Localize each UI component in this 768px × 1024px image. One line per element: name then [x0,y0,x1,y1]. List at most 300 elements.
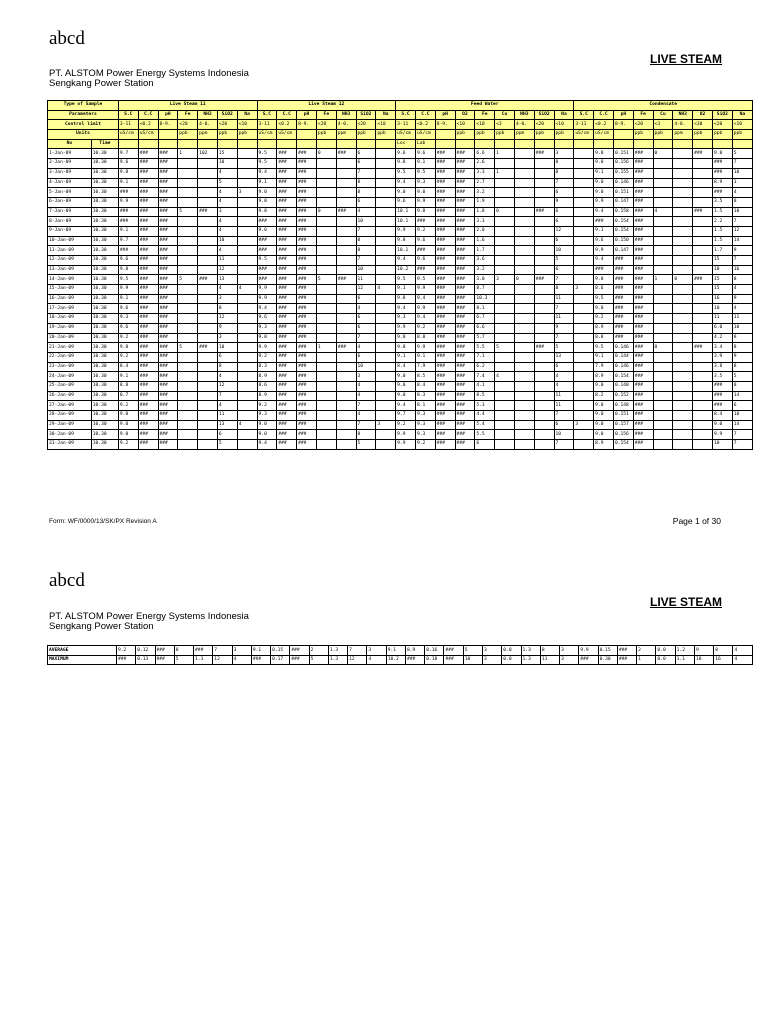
value-cell: ### [198,343,218,353]
value-cell: 8 [356,246,376,256]
value-cell: ### [455,323,475,333]
value-cell: 10.1 [396,207,416,217]
value-cell: 15 [712,285,732,295]
value-cell: ### [277,197,297,207]
value-cell: 8.4 [118,362,138,372]
value-cell: ### [297,323,317,333]
time-cell: 10.30 [91,411,118,421]
table-row [48,372,753,382]
summary-value: 0.15 [271,646,290,656]
value-cell: 9.5 [257,256,277,266]
unit-cell: uS/cm [415,130,435,140]
summary-row [48,646,753,656]
value-cell: ### [158,285,178,295]
value-cell [673,168,693,178]
summary-value: 7 [213,646,232,656]
value-cell: ### [297,333,317,343]
value-cell [534,430,554,440]
value-cell [673,362,693,372]
summary-value: ### [290,655,309,665]
value-cell: 8.5 [415,372,435,382]
value-cell: 4 [495,372,515,382]
value-cell: 3 [217,333,237,343]
value-cell: ### [297,314,317,324]
summary-value: 0.17 [271,655,290,665]
value-cell: 0 [316,149,336,159]
blank-header-cell [554,139,574,149]
value-cell [673,411,693,421]
summary-value: ### [617,646,636,656]
value-cell: ### [257,217,277,227]
unit-cell: ppb [693,130,713,140]
value-cell [198,362,218,372]
value-cell [514,430,534,440]
value-cell: 5.4 [475,420,495,430]
value-cell: ### [455,188,475,198]
value-cell [574,256,594,266]
value-cell: ### [277,294,297,304]
value-cell: 0.156 [613,430,633,440]
summary-value: 1.1 [675,655,694,665]
value-cell: ### [277,236,297,246]
value-cell: ### [138,323,158,333]
time-cell: 10.30 [91,285,118,295]
unit-cell: ppb [376,130,396,140]
value-cell: 9.4 [257,168,277,178]
value-cell [178,381,198,391]
control-limit-cell: 4-0. [198,120,218,130]
value-cell: ### [633,256,653,266]
value-cell: ### [633,178,653,188]
table-row [48,188,753,198]
value-cell: ### [138,159,158,169]
date-cell: 24-Jan-09 [48,372,92,382]
value-cell [574,401,594,411]
blank-header-cell [435,139,455,149]
value-cell: 9.1 [594,352,614,362]
value-cell: 10 [554,430,574,440]
value-cell: 11 [356,275,376,285]
value-cell [534,265,554,275]
value-cell: 4 [237,420,257,430]
value-cell: 8.6 [257,381,277,391]
value-cell: ### [633,226,653,236]
summary-value: 0.18 [425,655,444,665]
summary-value: 1.2 [675,646,694,656]
parameter-header: Cu [653,110,673,120]
value-cell: 9.5 [257,159,277,169]
value-cell: 7 [356,168,376,178]
value-cell: 9.2 [257,352,277,362]
summary-label: AVERAGE [48,646,117,656]
value-cell [336,226,356,236]
value-cell: ### [613,275,633,285]
value-cell: ### [277,401,297,411]
blank-header-cell [297,139,317,149]
value-cell [693,362,713,372]
time-cell: 10.30 [91,343,118,353]
value-cell: 5.7 [475,333,495,343]
value-cell: 15 [217,149,237,159]
value-cell: 10 [217,343,237,353]
value-cell: 9.0 [396,188,416,198]
value-cell: 4 [217,197,237,207]
value-cell [316,372,336,382]
blank-header-cell [316,139,336,149]
summary-value: 4 [733,655,753,665]
value-cell: 11 [554,314,574,324]
blank-header-cell [178,139,198,149]
value-cell [237,381,257,391]
value-cell: ### [277,352,297,362]
value-cell [237,226,257,236]
value-cell [514,178,534,188]
value-cell: ### [277,246,297,256]
value-cell: ### [613,304,633,314]
value-cell [376,246,396,256]
value-cell: ### [158,226,178,236]
date-cell: 4-Jan-09 [48,178,92,188]
value-cell: ### [633,217,653,227]
value-cell [198,420,218,430]
value-cell [673,256,693,266]
value-cell [673,314,693,324]
value-cell: 13 [217,420,237,430]
summary-value: 3 [483,655,502,665]
value-cell [653,188,673,198]
value-cell: 0 [673,275,693,285]
date-cell: 17-Jan-09 [48,304,92,314]
value-cell [574,236,594,246]
value-cell [534,352,554,362]
value-cell [316,333,336,343]
value-cell: ### [712,159,732,169]
value-cell: 1 [495,149,515,159]
parameter-header: C.C [594,110,614,120]
value-cell [693,159,713,169]
value-cell: 10 [356,362,376,372]
value-cell: ### [455,304,475,314]
unit-cell: ppb [554,130,574,140]
value-cell [198,333,218,343]
control-limit-cell: <0.2 [277,120,297,130]
value-cell [336,440,356,450]
value-cell [673,226,693,236]
date-cell: 19-Jan-09 [48,323,92,333]
value-cell [376,149,396,159]
value-cell: 9.0 [396,381,416,391]
summary-value: 1.3 [328,646,347,656]
value-cell: 4 [217,188,237,198]
value-cell: 7.9 [594,362,614,372]
table-row [48,265,753,275]
value-cell [673,178,693,188]
value-cell: 9.9 [257,294,277,304]
value-cell: 9.5 [594,343,614,353]
value-cell: 2.7 [475,178,495,188]
value-cell: 6.2 [475,362,495,372]
value-cell [316,285,336,295]
value-cell [316,197,336,207]
value-cell [514,265,534,275]
value-cell: 8 [356,178,376,188]
summary-value: 1.3 [521,646,540,656]
blank-header-cell [198,139,218,149]
station-name: Sengkang Power Station [49,78,154,89]
value-cell: 9.4 [594,256,614,266]
value-cell: 6 [356,352,376,362]
value-cell: 0.152 [613,391,633,401]
blank-header-cell [732,139,752,149]
parameter-header: SiO2 [217,110,237,120]
parameter-header: pH [158,110,178,120]
value-cell: ### [336,275,356,285]
value-cell: 3.2 [475,188,495,198]
value-cell: 9.3 [257,323,277,333]
value-cell [198,411,218,421]
control-limit-cell: <30 [693,120,713,130]
value-cell [336,304,356,314]
value-cell [178,314,198,324]
value-cell [237,391,257,401]
value-cell [693,430,713,440]
value-cell: ### [257,236,277,246]
company-name: PT. ALSTOM Power Energy Systems Indonesia [49,611,249,622]
value-cell [534,323,554,333]
control-limit-cell: <10 [376,120,396,130]
value-cell: 0 [316,207,336,217]
value-cell: ### [297,285,317,295]
value-cell: 0 [495,207,515,217]
summary-value: 0.15 [598,646,617,656]
value-cell: 12 [217,381,237,391]
control-limit-cell: <3 [653,120,673,130]
value-cell [376,226,396,236]
summary-row [48,655,753,665]
value-cell: 0.157 [613,420,633,430]
parameter-header: S.C [257,110,277,120]
value-cell [198,178,218,188]
value-cell [178,285,198,295]
value-cell: 9.8 [118,168,138,178]
unit-cell [613,130,633,140]
value-cell: 9.8 [257,207,277,217]
value-cell: ### [435,149,455,159]
value-cell [376,197,396,207]
value-cell [653,265,673,275]
control-limit-cell: <0.2 [594,120,614,130]
summary-table [47,645,753,665]
table-row [48,440,753,450]
value-cell [198,217,218,227]
value-cell: ### [455,197,475,207]
value-cell: 5 [495,343,515,353]
value-cell: ### [158,178,178,188]
value-cell: 1.7 [475,246,495,256]
value-cell: ### [138,372,158,382]
value-cell [316,159,336,169]
value-cell [198,285,218,295]
control-limit-cell: <10 [732,120,752,130]
value-cell: ### [633,275,653,285]
time-cell: 10.30 [91,256,118,266]
control-limit-cell: <20 [712,120,732,130]
value-cell [514,372,534,382]
value-cell [376,265,396,275]
value-cell: 10.1 [396,246,416,256]
value-cell [534,256,554,266]
value-cell [316,391,336,401]
control-limit-cell: 4-0. [514,120,534,130]
table-row [48,352,753,362]
value-cell [574,226,594,236]
value-cell [673,265,693,275]
value-cell: 8 [356,430,376,440]
value-cell: 9.2 [396,420,416,430]
value-cell: 9.2 [594,314,614,324]
value-cell [514,188,534,198]
value-cell: 8 [732,275,752,285]
value-cell: 9.6 [415,149,435,159]
value-cell [495,236,515,246]
table-row [48,294,753,304]
value-cell [653,440,673,450]
value-cell: ### [455,217,475,227]
value-cell: 2.0 [475,226,495,236]
value-cell: ### [633,372,653,382]
summary-value: 8.9 [405,646,424,656]
value-cell: ### [435,275,455,285]
table-row [48,314,753,324]
value-cell: 9.4 [396,401,416,411]
value-cell: ### [455,430,475,440]
value-cell [237,304,257,314]
value-cell: 9.9 [396,430,416,440]
value-cell: 5.5 [475,430,495,440]
value-cell: 9.6 [118,323,138,333]
summary-value: ### [290,646,309,656]
value-cell: 0.140 [613,381,633,391]
value-cell: ### [277,217,297,227]
value-cell: ### [455,275,475,285]
table-row [48,226,753,236]
date-cell: 31-Jan-09 [48,440,92,450]
value-cell [514,314,534,324]
time-label: Time [91,139,118,149]
summary-value: 5 [309,655,328,665]
value-cell: 9.9 [415,343,435,353]
value-cell: ### [138,236,158,246]
value-cell [574,149,594,159]
value-cell [673,304,693,314]
value-cell: ### [158,323,178,333]
value-cell: 9.0 [257,197,277,207]
value-cell [336,188,356,198]
value-cell: ### [297,159,317,169]
value-cell [653,217,673,227]
parameter-header: S.C [574,110,594,120]
value-cell: 9.6 [257,314,277,324]
value-cell [495,226,515,236]
value-cell [574,430,594,440]
value-cell: 3 [574,420,594,430]
time-cell: 10.30 [91,401,118,411]
value-cell [495,401,515,411]
time-cell: 10.30 [91,333,118,343]
value-cell [534,197,554,207]
value-cell: 10 [732,323,752,333]
value-cell [316,323,336,333]
value-cell [693,420,713,430]
value-cell: ### [297,236,317,246]
value-cell: ### [712,188,732,198]
value-cell: 10 [712,440,732,450]
date-cell: 9-Jan-09 [48,226,92,236]
value-cell: ### [455,411,475,421]
value-cell: ### [277,159,297,169]
value-cell [336,401,356,411]
parameter-header: Fe [475,110,495,120]
value-cell [653,381,673,391]
value-cell [693,314,713,324]
value-cell [574,207,594,217]
value-cell: 9.8 [396,343,416,353]
time-cell: 10.30 [91,352,118,362]
time-cell: 10.30 [91,197,118,207]
value-cell [673,333,693,343]
value-cell: ### [435,178,455,188]
value-cell: ### [118,246,138,256]
value-cell: 10 [217,159,237,169]
value-cell [495,178,515,188]
value-cell: ### [277,323,297,333]
summary-value: 18 [694,655,713,665]
date-cell: 23-Jan-09 [48,362,92,372]
value-cell [376,401,396,411]
summary-value: 0.0 [502,646,521,656]
summary-value: ### [444,655,463,665]
date-cell: 26-Jan-09 [48,391,92,401]
value-cell: ### [693,275,713,285]
value-cell: 3.2 [475,265,495,275]
value-cell [316,420,336,430]
value-cell [178,440,198,450]
value-cell [376,411,396,421]
value-cell: 9.4 [257,440,277,450]
value-cell: 9.2 [118,401,138,411]
value-cell [336,159,356,169]
value-cell: 16 [732,265,752,275]
value-cell: 9.2 [118,440,138,450]
value-cell [376,362,396,372]
control-limit-cell: 3-11 [396,120,416,130]
value-cell [336,314,356,324]
value-cell: 3 [574,285,594,295]
parameter-header: pH [613,110,633,120]
value-cell: 12 [356,285,376,295]
unit-cell: ppb [732,130,752,140]
value-cell: 7.1 [475,352,495,362]
value-cell [574,372,594,382]
value-cell: 9.0 [396,333,416,343]
value-cell: ### [277,314,297,324]
value-cell: 6 [217,352,237,362]
value-cell: ### [277,343,297,353]
value-cell: ### [633,236,653,246]
value-cell: 8.3 [257,362,277,372]
value-cell [316,381,336,391]
value-cell: 4 [356,304,376,314]
